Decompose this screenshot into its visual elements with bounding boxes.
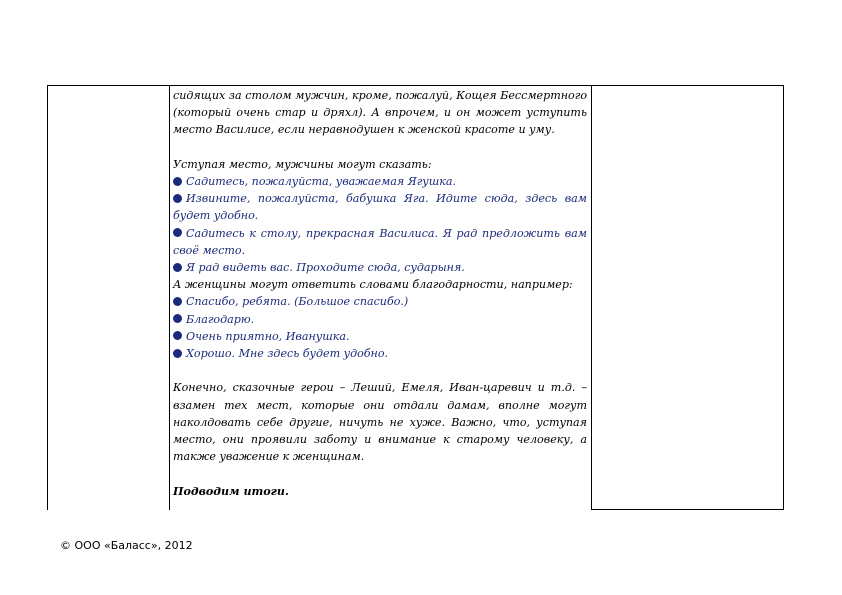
bullet-icon [173, 297, 182, 306]
bullet-icon [173, 177, 182, 186]
column-divider-right [591, 86, 592, 510]
intro-men: Уступая место, мужчины могут сказать: [173, 157, 432, 171]
lesson-table [47, 85, 784, 510]
column-divider-left [169, 86, 170, 510]
paragraph-conclusion: Конечно, сказочные герои – Леший, Емеля, Иван-царевич и т.д. – взамен тех мест, которые они отдали дамам, вполне могут наколдовать себе другие, ничуть не хуже. Важно, что, уступая место, они проявили заботу и внимание к старому человеку, а также уважение к женщинам. [173, 381, 587, 464]
bullet-icon [173, 349, 182, 358]
women-phrase: Благодарю. [173, 311, 587, 328]
men-phrase: Я рад видеть вас. Проходите сюда, сударыня. [173, 259, 587, 276]
bullet-icon [173, 228, 182, 237]
men-phrase: Садитесь, пожалуйста, уважаемая Ягушка. [173, 173, 587, 190]
men-phrase: Извините, пожалуйста, бабушка Яга. Идите сюда, здесь вам будет удобно. [173, 192, 587, 223]
bullet-icon [173, 194, 182, 203]
women-phrase: Спасибо, ребята. (Большое спасибо.) [173, 293, 587, 310]
bullet-icon [173, 263, 182, 272]
summary-heading: Подводим итоги. [173, 484, 289, 498]
lesson-text-cell [173, 87, 587, 500]
bullet-icon [173, 314, 182, 323]
paragraph-seating: сидящих за столом мужчин, кроме, пожалуй, Кощея Бессмертного (который очень стар и дряхл). А впрочем, и он может уступить место Василисе, если неравнодушен к женской красоте и уму. [173, 89, 587, 137]
women-phrase: Очень приятно, Иванушка. [173, 328, 587, 345]
bullet-icon [173, 331, 182, 340]
intro-women: А женщины могут ответить словами благодарности, например: [173, 278, 573, 292]
men-phrase: Садитесь к столу, прекрасная Василиса. Я рад предложить вам своё место. [173, 226, 587, 257]
copyright-footer: © ООО «Баласс», 2012 [60, 539, 193, 552]
table-row-bottom-border [591, 509, 784, 510]
women-phrase: Хорошо. Мне здесь будет удобно. [173, 345, 587, 362]
